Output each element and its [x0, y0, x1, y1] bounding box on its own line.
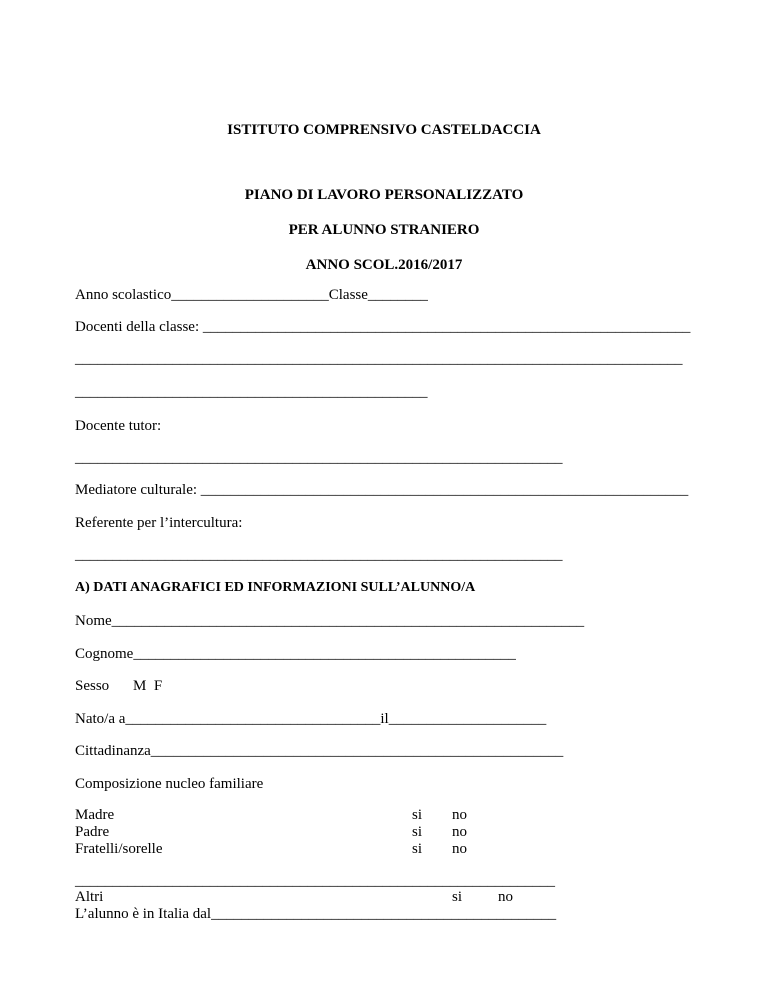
school-year: ANNO SCOL.2016/2017 [305, 257, 463, 273]
family-si: si [412, 807, 423, 823]
mediatore-field: Mediatore culturale: _________________________________________________________________ [75, 482, 689, 498]
cognome-field: Cognome___________________________________________________ [75, 646, 516, 662]
docenti-line-2: _________________________________________________________________________________ [75, 351, 683, 367]
sesso-options: M F [133, 678, 163, 694]
section-a-title: A) DATI ANAGRAFICI ED INFORMAZIONI SULL’ALUNNO/A [75, 580, 476, 595]
nucleo-label: Composizione nucleo familiare [75, 776, 264, 792]
altri-no: no [498, 889, 513, 905]
nome-field: Nome_______________________________________________________________ [75, 613, 585, 629]
sesso-label: Sesso [75, 678, 110, 694]
tutor-label: Docente tutor: [75, 418, 162, 434]
family-no: no [452, 824, 467, 840]
italia-field: L’alunno è in Italia dal______________________________________________ [75, 906, 557, 922]
referente-line: _________________________________________________________________ [75, 547, 563, 563]
nato-field: Nato/a a__________________________________il_____________________ [75, 711, 547, 727]
family-member: Madre [75, 807, 115, 823]
family-no: no [452, 841, 467, 857]
family-si: si [412, 824, 423, 840]
anno-classe-field: Anno scolastico_____________________Classe________ [75, 287, 428, 303]
family-member: Padre [75, 824, 110, 840]
family-si: si [412, 841, 423, 857]
school-title: ISTITUTO COMPRENSIVO CASTELDACCIA [227, 122, 541, 138]
altri-si: si [452, 889, 463, 905]
docenti-field: Docenti della classe: _________________________________________________________________ [75, 319, 691, 335]
plan-title: PIANO DI LAVORO PERSONALIZZATO [244, 187, 524, 203]
referente-label: Referente per l’intercultura: [75, 515, 243, 531]
altri-line: ________________________________________________________________ [75, 873, 555, 889]
tutor-line: _________________________________________________________________ [75, 450, 563, 466]
altri-label: Altri [75, 889, 104, 905]
cittadinanza-field: Cittadinanza_______________________________________________________ [75, 743, 564, 759]
family-member: Fratelli/sorelle [75, 841, 163, 857]
family-no: no [452, 807, 467, 823]
plan-subtitle: PER ALUNNO STRANIERO [288, 222, 480, 238]
docenti-line-3: _______________________________________________ [75, 384, 428, 400]
